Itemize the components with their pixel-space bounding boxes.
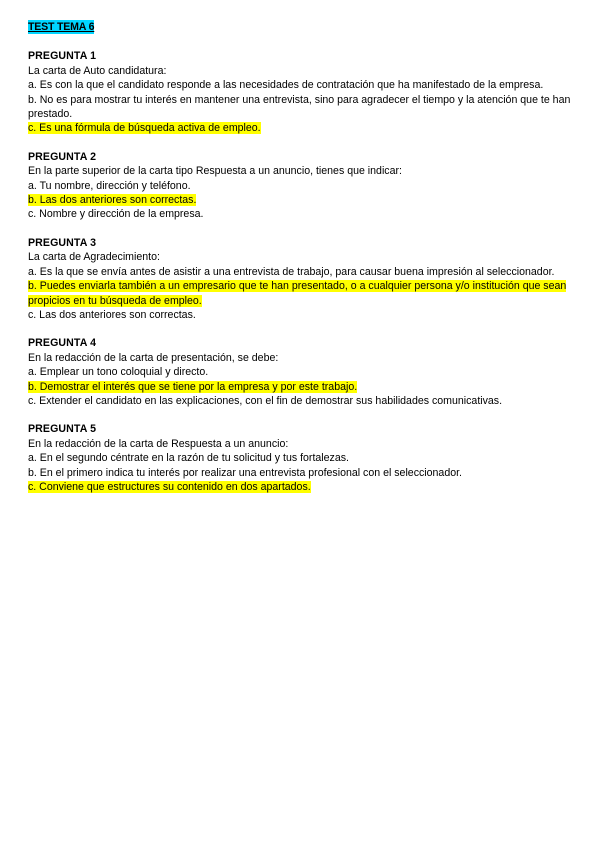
- option-text: b. En el primero indica tu interés por realizar una entrevista profesional con el seleccionador.: [28, 466, 462, 479]
- question-heading: PREGUNTA 4: [28, 337, 97, 350]
- question-heading: PREGUNTA 1: [28, 50, 97, 63]
- question-text: En la redacción de la carta de presentación, se debe:: [28, 351, 279, 364]
- option-text: a. En el segundo céntrate en la razón de tu solicitud y tus fortalezas.: [28, 452, 349, 465]
- option-c: [28, 394, 576, 408]
- correct-answer-text: c. Es una fórmula de búsqueda activa de empleo.: [28, 122, 261, 135]
- option-text: c. Extender el candidato en las explicaciones, con el fin de demostrar sus habilidades comunicativas.: [28, 394, 503, 407]
- question-heading: PREGUNTA 3: [28, 236, 97, 249]
- option-a: [28, 365, 576, 379]
- question-text: En la parte superior de la carta tipo Respuesta a un anuncio, tienes que indicar:: [28, 165, 402, 178]
- question-5: [28, 422, 576, 494]
- question-text: La carta de Auto candidatura:: [28, 64, 167, 77]
- correct-answer-text: c. Conviene que estructures su contenido en dos apartados.: [28, 480, 311, 493]
- option-b: [28, 93, 576, 122]
- option-c: [28, 121, 576, 135]
- option-a: [28, 265, 576, 279]
- option-a: [28, 78, 576, 92]
- option-c: [28, 207, 576, 221]
- option-text: c. Nombre y dirección de la empresa.: [28, 208, 204, 221]
- option-b: [28, 279, 576, 308]
- option-b: [28, 193, 576, 207]
- option-text: b. No es para mostrar tu interés en mantener una entrevista, sino para agradecer el tiempo y la atención que te han prestado.: [28, 93, 571, 121]
- correct-answer-text: b. Puedes enviarla también a un empresario que te han presentado, o a cualquier persona y/o institución que sean propicios en tu búsqueda de empleo.: [28, 280, 567, 307]
- question-2: [28, 150, 576, 222]
- correct-answer-text: b. Las dos anteriores son correctas.: [28, 194, 197, 207]
- document-title-row: [28, 20, 576, 49]
- option-a: [28, 179, 576, 193]
- option-b: [28, 380, 576, 394]
- correct-answer-text: b. Demostrar el interés que se tiene por la empresa y por este trabajo.: [28, 380, 358, 393]
- question-4: [28, 336, 576, 408]
- option-a: [28, 451, 576, 465]
- document-title: TEST TEMA 6: [28, 21, 95, 33]
- option-b: [28, 466, 576, 480]
- option-text: a. Emplear un tono coloquial y directo.: [28, 366, 209, 379]
- option-text: a. Es la que se envía antes de asistir a una entrevista de trabajo, para causar buena impresión al seleccionador.: [28, 265, 555, 278]
- option-text: a. Es con la que el candidato responde a las necesidades de contratación que ha manifestado de la empresa.: [28, 79, 544, 92]
- option-text: a. Tu nombre, dirección y teléfono.: [28, 179, 191, 192]
- option-text: c. Las dos anteriores son correctas.: [28, 308, 196, 321]
- document-page: [28, 20, 576, 508]
- question-heading: PREGUNTA 2: [28, 150, 97, 163]
- question-text: La carta de Agradecimiento:: [28, 251, 160, 264]
- question-heading: PREGUNTA 5: [28, 423, 97, 436]
- question-1: [28, 49, 576, 135]
- option-c: [28, 480, 576, 494]
- question-text: En la redacción de la carta de Respuesta a un anuncio:: [28, 437, 289, 450]
- option-c: [28, 308, 576, 322]
- question-3: [28, 236, 576, 322]
